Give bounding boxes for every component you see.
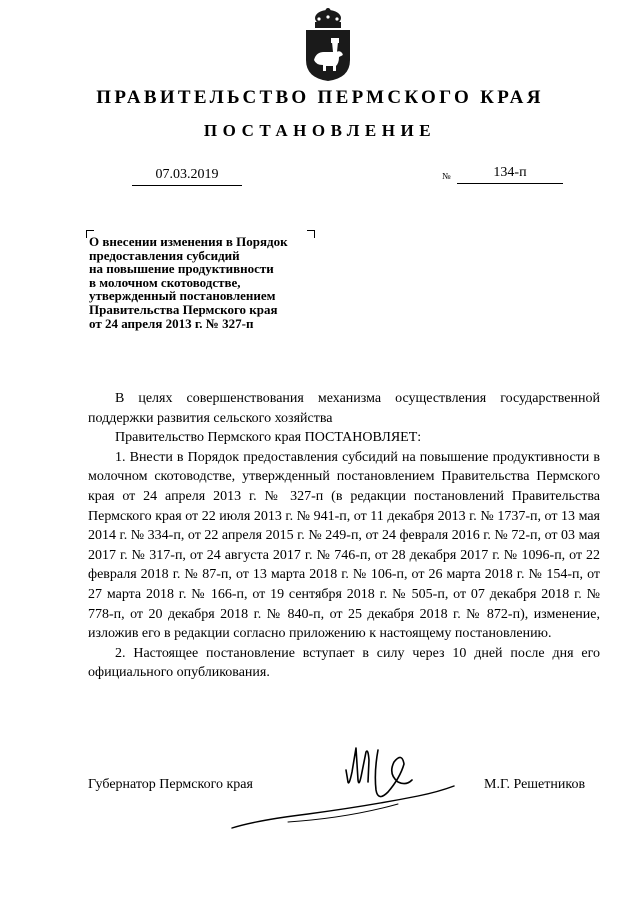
number-sign: № <box>442 171 451 181</box>
handwritten-signature-icon <box>228 742 460 834</box>
government-title: ПРАВИТЕЛЬСТВО ПЕРМСКОГО КРАЯ <box>96 87 544 108</box>
body-paragraph-item-2: 2. Настоящее постановление вступает в силу через 10 дней после дня его официального опубликования. <box>88 645 600 681</box>
body-paragraph-item-1: 1. Внести в Порядок предоставления субсидий на повышение продуктивности в молочном скотоводстве, утвержденный постановлением Правительства Пермского края от 24 апреля 2013 г. № 327-п (в редакции постановлений Правительства Пермского края от 22 июля 2013 г. № 941-п, от 11 декабря 2013 г. № 1737-п, от 13 мая 2014 г. № 334-п, от 22 апреля 2015 г. № 249-п, от 24 февраля 2016 г. № 72-п, от 03 мая 2017 г. № 317-п, от 24 августа 2017 г. № 746-п, от 28 декабря 2017 г. № 1096-п, от 22 февраля 2018 г. № 87-п, от 13 марта 2018 г. № 106-п, от 26 марта 2018 г. № 154-п, от 27 марта 2018 г. № 166-п, от 19 сентября 2018 г. № 505-п, от 07 декабря 2018 г. № 778-п, от 20 декабря 2018 г. № 840-п, от 25 декабря 2018 г. № 872-п), изменение, изложив его в редакции согласно приложению к настоящему постановлению. <box>88 449 600 642</box>
subject-line: на повышение продуктивности <box>89 261 274 277</box>
document-body <box>88 389 600 683</box>
body-paragraph-resolves: Правительство Пермского края ПОСТАНОВЛЯЕТ: <box>115 430 422 446</box>
signer-name: М.Г. Решетников <box>484 777 586 792</box>
document-date: 07.03.2019 <box>132 167 242 186</box>
subject-line: утвержденный постановлением <box>89 288 276 304</box>
crown-icon <box>315 8 341 28</box>
subject-line: предоставления субсидий <box>89 247 240 263</box>
signer-title: Губернатор Пермского края <box>88 777 253 792</box>
subject-line: от 24 апреля 2013 г. № 327-п <box>89 315 254 331</box>
subject-line: О внесении изменения в Порядок <box>89 234 288 249</box>
body-paragraph-preamble: В целях совершенствования механизма осуществления государственной поддержки развития сельского хозяйства <box>88 391 600 426</box>
document-type: ПОСТАНОВЛЕНИЕ <box>203 121 437 140</box>
document-number: 134-п <box>457 165 563 184</box>
subject-line: Правительства Пермского края <box>89 301 278 317</box>
subject-line: в молочном скотоводстве, <box>89 274 241 290</box>
document-subject <box>89 235 329 330</box>
coat-of-arms-icon <box>302 8 354 82</box>
